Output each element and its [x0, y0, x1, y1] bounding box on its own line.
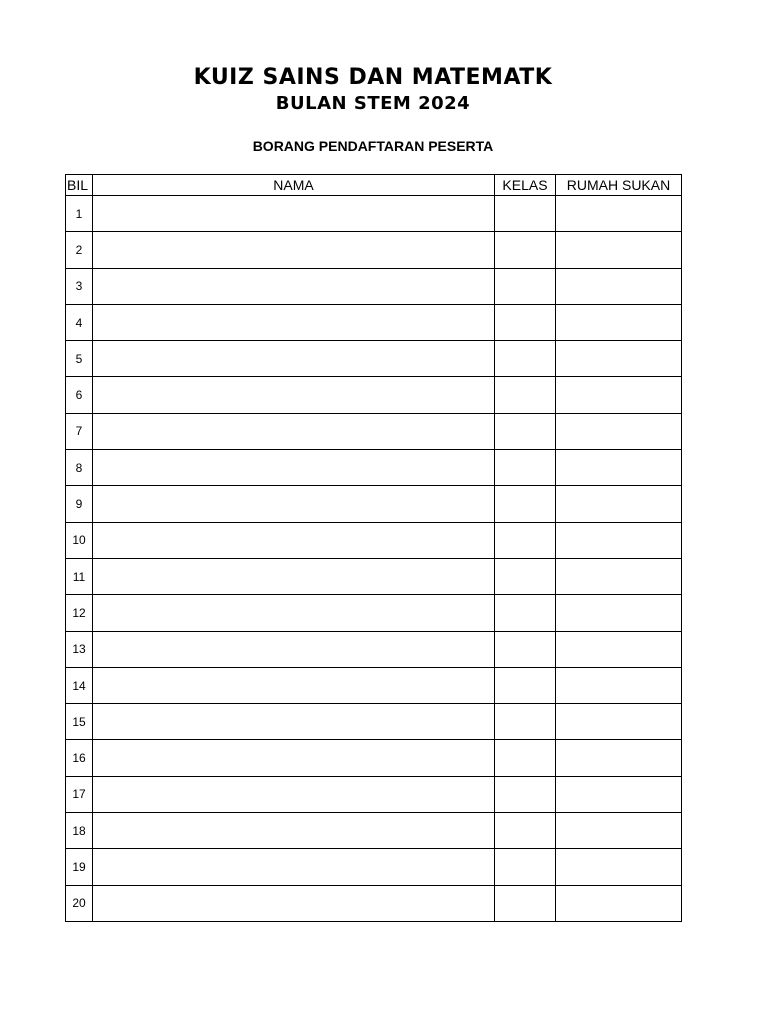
- cell-rumah-sukan[interactable]: [556, 377, 682, 413]
- cell-kelas[interactable]: [495, 268, 556, 304]
- cell-kelas[interactable]: [495, 740, 556, 776]
- cell-rumah-sukan[interactable]: [556, 631, 682, 667]
- cell-bil: 13: [66, 631, 93, 667]
- table-row: [66, 522, 682, 558]
- cell-nama[interactable]: [93, 776, 495, 812]
- table-row: [66, 413, 682, 449]
- cell-rumah-sukan[interactable]: [556, 595, 682, 631]
- cell-kelas[interactable]: [495, 304, 556, 340]
- cell-kelas[interactable]: [495, 196, 556, 232]
- cell-rumah-sukan[interactable]: [556, 268, 682, 304]
- cell-rumah-sukan[interactable]: [556, 813, 682, 849]
- cell-kelas[interactable]: [495, 450, 556, 486]
- page-subtitle: BULAN STEM 2024: [275, 93, 471, 114]
- cell-nama[interactable]: [93, 558, 495, 594]
- cell-bil: 6: [66, 377, 93, 413]
- cell-rumah-sukan[interactable]: [556, 704, 682, 740]
- cell-kelas[interactable]: [495, 631, 556, 667]
- cell-kelas[interactable]: [495, 522, 556, 558]
- column-header-rumah-sukan: RUMAH SUKAN: [556, 175, 682, 196]
- cell-bil: 4: [66, 304, 93, 340]
- cell-nama[interactable]: [93, 704, 495, 740]
- cell-nama[interactable]: [93, 740, 495, 776]
- cell-kelas[interactable]: [495, 341, 556, 377]
- cell-kelas[interactable]: [495, 413, 556, 449]
- cell-rumah-sukan[interactable]: [556, 522, 682, 558]
- cell-nama[interactable]: [93, 486, 495, 522]
- cell-kelas[interactable]: [495, 667, 556, 703]
- table-row: [66, 232, 682, 268]
- column-header-bil: BIL: [66, 175, 93, 196]
- cell-bil: 9: [66, 486, 93, 522]
- registration-table: [65, 174, 682, 922]
- table-row: [66, 740, 682, 776]
- column-header-kelas: KELAS: [495, 175, 556, 196]
- cell-bil: 3: [66, 268, 93, 304]
- cell-nama[interactable]: [93, 196, 495, 232]
- cell-rumah-sukan[interactable]: [556, 885, 682, 921]
- cell-nama[interactable]: [93, 631, 495, 667]
- cell-bil: 16: [66, 740, 93, 776]
- cell-rumah-sukan[interactable]: [556, 667, 682, 703]
- cell-bil: 12: [66, 595, 93, 631]
- table-row: [66, 304, 682, 340]
- cell-rumah-sukan[interactable]: [556, 196, 682, 232]
- cell-rumah-sukan[interactable]: [556, 486, 682, 522]
- cell-bil: 19: [66, 849, 93, 885]
- cell-rumah-sukan[interactable]: [556, 304, 682, 340]
- cell-kelas[interactable]: [495, 849, 556, 885]
- table-row: [66, 667, 682, 703]
- cell-bil: 20: [66, 885, 93, 921]
- table-row: [66, 196, 682, 232]
- cell-rumah-sukan[interactable]: [556, 232, 682, 268]
- cell-bil: 18: [66, 813, 93, 849]
- cell-bil: 15: [66, 704, 93, 740]
- cell-kelas[interactable]: [495, 377, 556, 413]
- table-row: [66, 776, 682, 812]
- cell-rumah-sukan[interactable]: [556, 849, 682, 885]
- cell-nama[interactable]: [93, 849, 495, 885]
- cell-nama[interactable]: [93, 522, 495, 558]
- table-row: [66, 486, 682, 522]
- cell-bil: 1: [66, 196, 93, 232]
- cell-kelas[interactable]: [495, 595, 556, 631]
- cell-nama[interactable]: [93, 413, 495, 449]
- cell-nama[interactable]: [93, 377, 495, 413]
- cell-rumah-sukan[interactable]: [556, 740, 682, 776]
- cell-nama[interactable]: [93, 341, 495, 377]
- table-row: [66, 595, 682, 631]
- cell-nama[interactable]: [93, 813, 495, 849]
- table-row: [66, 631, 682, 667]
- cell-bil: 11: [66, 558, 93, 594]
- cell-kelas[interactable]: [495, 704, 556, 740]
- table-row: [66, 268, 682, 304]
- cell-kelas[interactable]: [495, 232, 556, 268]
- cell-nama[interactable]: [93, 232, 495, 268]
- table-row: [66, 704, 682, 740]
- column-header-nama: NAMA: [93, 175, 495, 196]
- table-row: [66, 849, 682, 885]
- cell-bil: 5: [66, 341, 93, 377]
- cell-nama[interactable]: [93, 450, 495, 486]
- cell-rumah-sukan[interactable]: [556, 341, 682, 377]
- table-row: [66, 377, 682, 413]
- cell-kelas[interactable]: [495, 486, 556, 522]
- cell-kelas[interactable]: [495, 813, 556, 849]
- cell-bil: 14: [66, 667, 93, 703]
- cell-bil: 10: [66, 522, 93, 558]
- table-row: [66, 341, 682, 377]
- table-header-row: [66, 175, 682, 196]
- cell-bil: 8: [66, 450, 93, 486]
- form-heading: BORANG PENDAFTARAN PESERTA: [252, 138, 494, 154]
- cell-bil: 2: [66, 232, 93, 268]
- cell-kelas[interactable]: [495, 558, 556, 594]
- cell-nama[interactable]: [93, 268, 495, 304]
- table-row: [66, 885, 682, 921]
- cell-rumah-sukan[interactable]: [556, 776, 682, 812]
- cell-nama[interactable]: [93, 667, 495, 703]
- cell-nama[interactable]: [93, 304, 495, 340]
- cell-nama[interactable]: [93, 885, 495, 921]
- cell-rumah-sukan[interactable]: [556, 450, 682, 486]
- cell-nama[interactable]: [93, 595, 495, 631]
- cell-kelas[interactable]: [495, 885, 556, 921]
- table-row: [66, 813, 682, 849]
- cell-bil: 17: [66, 776, 93, 812]
- table-body: [66, 196, 682, 922]
- cell-bil: 7: [66, 413, 93, 449]
- cell-rumah-sukan[interactable]: [556, 413, 682, 449]
- cell-rumah-sukan[interactable]: [556, 558, 682, 594]
- table-row: [66, 558, 682, 594]
- table-row: [66, 450, 682, 486]
- cell-kelas[interactable]: [495, 776, 556, 812]
- page-title: KUIZ SAINS DAN MATEMATK: [193, 65, 553, 90]
